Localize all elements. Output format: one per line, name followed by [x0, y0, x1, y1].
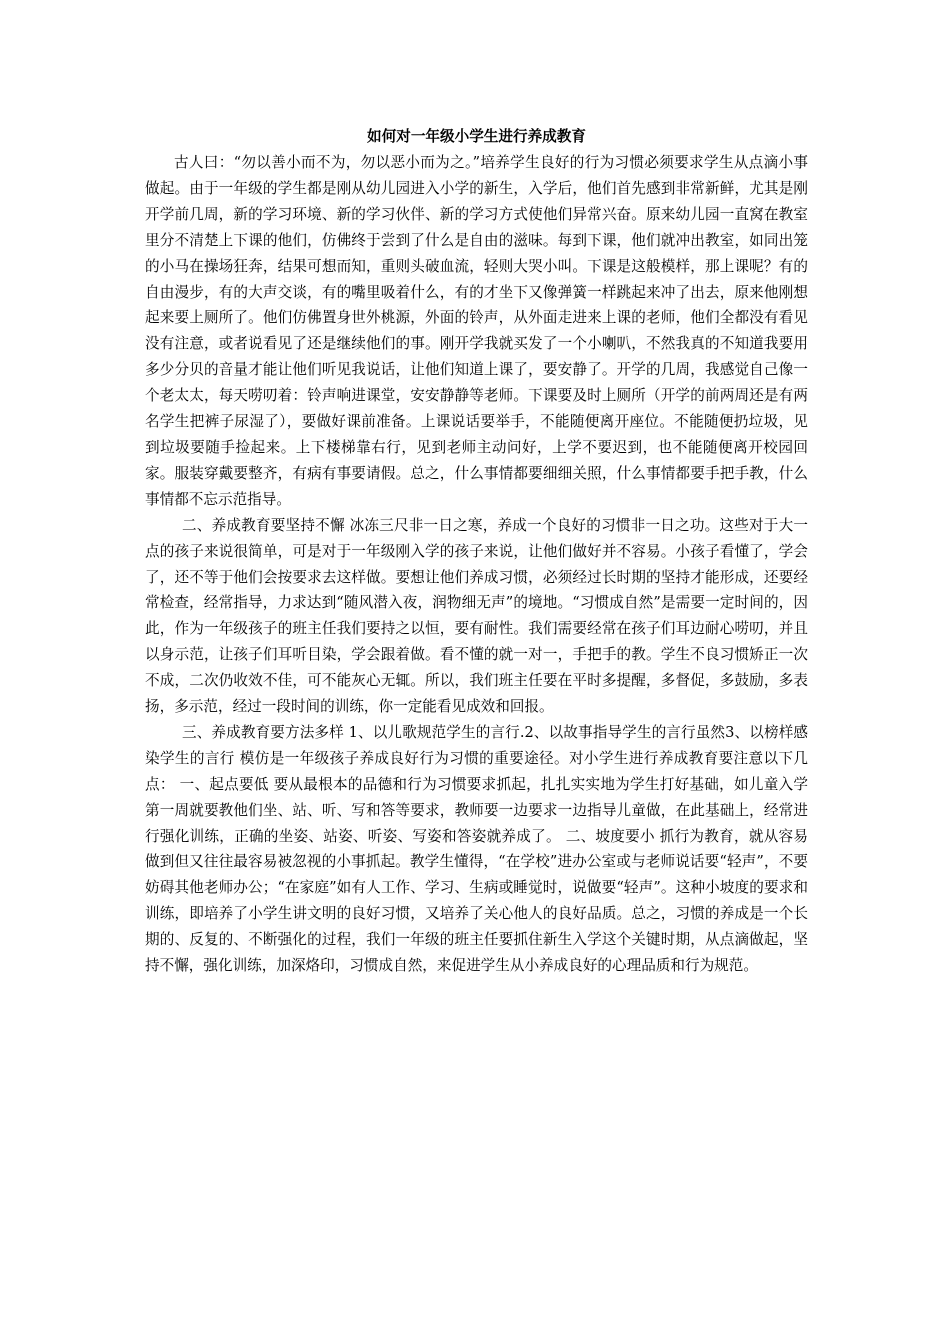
- document-page: [145, 124, 808, 979]
- document-title: 如何对一年级小学生进行养成教育: [367, 128, 586, 145]
- paragraph-methods: 三、养成教育要方法多样 1、以儿歌规范学生的言行.2、以故事指导学生的言行虽然3、以榜样感染学生的言行 模仿是一年级孩子养成良好行为习惯的重要途径。对小学生进行养成教育要注意以下几点： 一、起点要低 要从最根本的品德和行为习惯要求抓起，扎扎实实地为学生打好基础，如儿童入学第一周就要教他们坐、站、听、写和答等要求，教师要一边要求一边指导儿童做，在此基础上，经常进行强化训练，正确的坐姿、站姿、听姿、写姿和答姿就养成了。 二、坡度要小 抓行为教育，就从容易做到但又往往最容易被忽视的小事抓起。教学生懂得，“在学校”进办公室或与老师说话要“轻声”，不要妨碍其他老师办公；“在家庭”如有人工作、学习、生病或睡觉时，说做要“轻声”。这种小坡度的要求和训练，即培养了小学生讲文明的良好习惯，又培养了关心他人的良好品质。总之，习惯的养成是一个长期的、反复的、不断强化的过程，我们一年级的班主任要抓住新生入学这个关键时期，从点滴做起，坚持不懈，强化训练，加深烙印，习惯成自然，来促进学生从小养成良好的心理品质和行为规范。: [145, 723, 808, 975]
- paragraph-persistence: 二、养成教育要坚持不懈 冰冻三尺非一日之寒，养成一个良好的习惯非一日之功。这些对于大一点的孩子来说很简单，可是对于一年级刚入学的孩子来说，让他们做好并不容易。小孩子看懂了，学会了，还不等于他们会按要求去这样做。要想让他们养成习惯，必须经过长时期的坚持才能形成，还要经常检查，经常指导，力求达到“随风潜入夜，润物细无声”的境地。“习惯成自然”是需要一定时间的，因此，作为一年级孩子的班主任我们要持之以恒，要有耐性。我们需要经常在孩子们耳边耐心唠叨，并且以身示范，让孩子们耳听目染，学会跟着做。看不懂的就一对一，手把手的教。学生不良习惯矫正一次不成，二次仍收效不佳，可不能灰心无辄。所以，我们班主任要在平时多提醒，多督促，多鼓励，多表扬，多示范，经过一段时间的训练，你一定能看见成效和回报。: [145, 516, 808, 716]
- paragraph-intro: 古人曰：“勿以善小而不为，勿以恶小而为之。”培养学生良好的行为习惯必须要求学生从点滴小事做起。由于一年级的学生都是刚从幼儿园进入小学的新生，入学后，他们首先感到非常新鲜，尤其是刚开学前几周，新的学习环境、新的学习伙伴、新的学习方式使他们异常兴奋。原来幼儿园一直窝在教室里分不清楚上下课的他们，仿佛终于尝到了什么是自由的滋味。每到下课，他们就冲出教室，如同出笼的小马在操场狂奔，结果可想而知，重则头破血流，轻则大哭小叫。下课是这般模样，那上课呢？有的自由漫步，有的大声交谈，有的嘴里吸着什么，有的才坐下又像弹簧一样跳起来冲了出去，原来他刚想起来要上厕所了。他们仿佛置身世外桃源，外面的铃声，从外面走进来上课的老师，他们全都没有看见没有注意，或者说看见了还是继续他们的事。刚开学我就买发了一个小喇叭，不然我真的不知道我要用多少分贝的音量才能让他们听见我说话，让他们知道上课了，要安静了。开学的几周，我感觉自己像一个老太太，每天唠叨着：铃声响进课堂，安安静静等老师。下课要及时上厕所（开学的前两周还是有两名学生把裤子尿湿了），要做好课前准备。上课说话要举手，不能随便离开座位。不能随便扔垃圾，见到垃圾要随手捡起来。上下楼梯靠右行，见到老师主动问好，上学不要迟到，也不能随便离开校园回家。服装穿戴要整齐，有病有事要请假。总之，什么事情都要细细关照，什么事情都要手把手教，什么事情都不忘示范指导。: [145, 154, 808, 508]
